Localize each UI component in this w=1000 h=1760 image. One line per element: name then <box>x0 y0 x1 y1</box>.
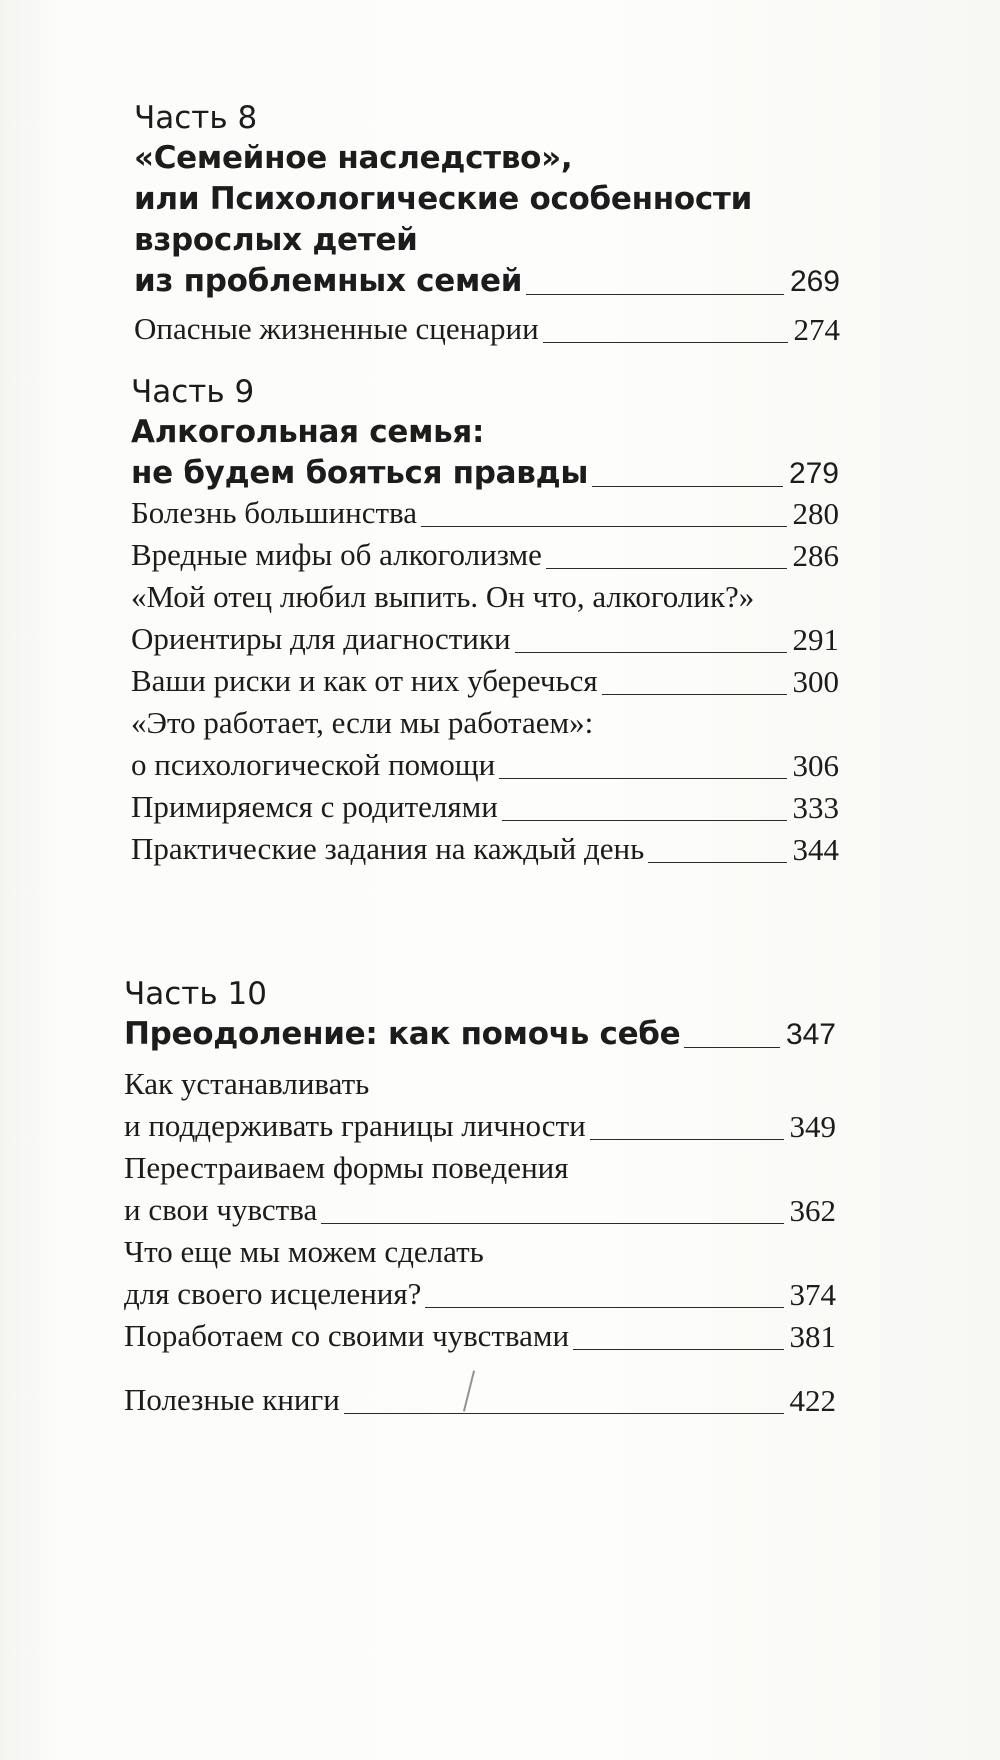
page-number: 362 <box>789 1193 836 1228</box>
toc-entry[interactable] <box>131 786 839 828</box>
toc-entry[interactable] <box>124 1147 944 1231</box>
part-title-row[interactable] <box>131 453 839 494</box>
toc-entry[interactable] <box>131 828 839 870</box>
toc-part-8 <box>134 98 954 350</box>
dot-leader <box>543 341 788 343</box>
dot-leader <box>546 567 787 569</box>
page-number: 274 <box>793 312 840 347</box>
entry-title: Полезные книги <box>124 1382 340 1417</box>
toc-entry[interactable] <box>131 702 951 786</box>
page-number: 344 <box>792 832 839 867</box>
dot-leader <box>425 1306 783 1308</box>
page-number: 291 <box>792 622 839 657</box>
toc-entry-appendix[interactable] <box>124 1379 836 1421</box>
entry-title: для своего исцеления? <box>124 1276 422 1311</box>
dot-leader <box>421 525 786 527</box>
part-title-line: или Психологические особенности <box>134 181 752 217</box>
entry-title-line: Перестраиваем формы поведения <box>124 1150 569 1185</box>
entry-title: Опасные жизненные сценарии <box>134 311 539 346</box>
toc-entry[interactable] <box>124 1315 836 1357</box>
entry-title: Болезнь большинства <box>131 495 418 530</box>
part-title-line: взрослых детей <box>134 222 418 258</box>
dot-leader <box>344 1412 784 1414</box>
toc-entry[interactable] <box>131 534 839 576</box>
dot-leader <box>592 485 783 487</box>
page-number: 286 <box>792 538 839 573</box>
page-number: 422 <box>789 1383 836 1418</box>
entry-title: Поработаем со своими чувствами <box>124 1318 570 1353</box>
entry-title: Практические задания на каждый день <box>131 831 645 866</box>
entry-title-line: «Мой отец любил выпить. Он что, алкоголик?» <box>131 579 755 614</box>
toc-entry[interactable] <box>131 492 839 534</box>
toc-entry[interactable] <box>124 1231 944 1315</box>
entry-title: Ориентиры для диагностики <box>131 621 511 656</box>
dot-leader <box>684 1046 780 1048</box>
page-number: 279 <box>788 457 839 490</box>
part-title-line: Алкогольная семья: <box>131 414 485 450</box>
dot-leader <box>590 1138 784 1140</box>
toc-entry[interactable] <box>134 308 840 350</box>
entry-title-line: Что еще мы можем сделать <box>124 1234 484 1269</box>
toc-entry[interactable] <box>131 660 839 702</box>
toc-entry[interactable] <box>124 1063 944 1147</box>
part-label: Часть 8 <box>134 100 258 136</box>
page-number: 306 <box>792 748 839 783</box>
part-title-row[interactable] <box>134 261 840 302</box>
dot-leader <box>602 693 787 695</box>
dot-leader <box>648 861 786 863</box>
entry-title: Примиряемся с родителями <box>131 789 498 824</box>
page-number: 280 <box>792 496 839 531</box>
part-title-last-line: не будем бояться правды <box>131 455 589 491</box>
part-title-row[interactable] <box>124 1014 836 1055</box>
page-number: 269 <box>789 265 840 298</box>
part-title-last-line: Преодоление: как помочь себе <box>124 1016 681 1052</box>
dot-leader <box>573 1348 783 1350</box>
page-number: 333 <box>792 790 839 825</box>
part-label: Часть 10 <box>124 976 267 1012</box>
entry-title: Вредные мифы об алкоголизме <box>131 537 542 572</box>
page-number: 374 <box>789 1277 836 1312</box>
part-label: Часть 9 <box>131 374 255 410</box>
toc-entry[interactable] <box>131 576 951 660</box>
toc-part-10 <box>124 974 944 1421</box>
entry-title: и свои чувства <box>124 1192 318 1227</box>
page-number: 381 <box>789 1319 836 1354</box>
toc-part-9 <box>131 372 951 870</box>
dot-leader <box>515 651 787 653</box>
part-title-line: «Семейное наследство», <box>134 140 573 176</box>
part-title-last-line: из проблемных семей <box>134 263 523 299</box>
page-number: 347 <box>785 1018 836 1051</box>
dot-leader <box>502 819 787 821</box>
dot-leader <box>321 1222 783 1224</box>
page-number: 349 <box>789 1109 836 1144</box>
dot-leader <box>499 777 786 779</box>
page-number: 300 <box>792 664 839 699</box>
dot-leader <box>526 293 784 295</box>
entry-title-line: «Это работает, если мы работаем»: <box>131 705 594 740</box>
entry-title: о психологической помощи <box>131 747 496 782</box>
entry-title-line: Как устанавливать <box>124 1066 370 1101</box>
entry-title: и поддерживать границы личности <box>124 1108 586 1143</box>
entry-title: Ваши риски и как от них уберечься <box>131 663 598 698</box>
